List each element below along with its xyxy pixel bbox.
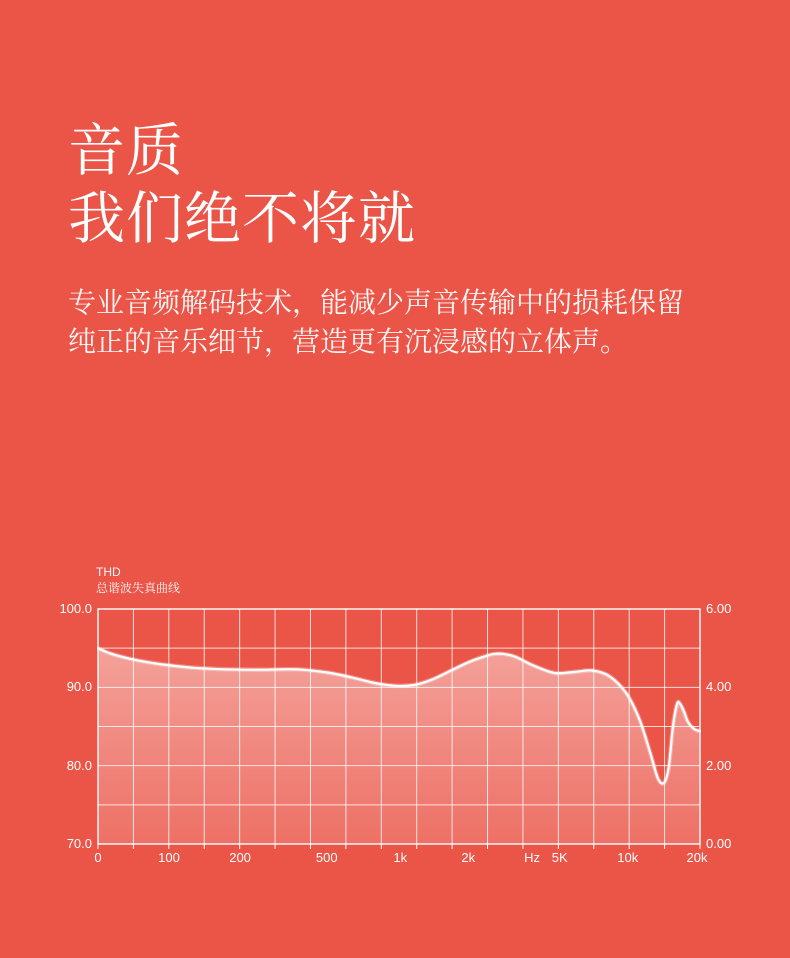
left-axis-tick-label: 80.0	[66, 757, 92, 773]
right-axis-tick-label: 4.00	[706, 679, 732, 695]
left-axis-tick-label: 70.0	[66, 836, 92, 851]
x-axis-tick-label: 20k	[686, 850, 708, 865]
right-axis-tick-label: 2.00	[706, 757, 732, 773]
x-axis-tick-label: 200	[229, 850, 251, 865]
chart-title: THD	[96, 565, 121, 579]
page-title-line2: 我们绝不将就	[68, 187, 416, 251]
page-description	[68, 283, 684, 361]
page-title	[68, 117, 416, 253]
x-axis-tick-label: 10k	[617, 850, 639, 865]
page-description-line1: 专业音频解码技术，能减少声音传输中的损耗保留	[68, 287, 685, 318]
chart-subtitle: 总谐波失真曲线	[96, 581, 181, 595]
right-axis-tick-label: 6.00	[706, 601, 732, 616]
x-axis-tick-label: 1k	[393, 850, 408, 865]
left-axis-tick-label: 90.0	[66, 679, 92, 695]
x-axis-tick-label: Hz	[524, 850, 540, 865]
right-axis-tick-label: 0.00	[706, 836, 732, 851]
thd-plot-area	[97, 608, 701, 852]
page-description-line2: 纯正的音乐细节，营造更有沉浸感的立体声。	[68, 326, 629, 357]
left-axis-tick-label: 100.0	[59, 601, 92, 616]
x-axis-tick-label: 0	[94, 850, 102, 865]
x-axis-tick-label: 5K	[551, 850, 568, 865]
chart-title-block	[96, 564, 180, 596]
x-axis-tick-label: 100	[158, 850, 180, 865]
page-title-line1: 音质	[68, 119, 184, 183]
x-axis-tick-label: 500	[315, 850, 338, 865]
x-axis-tick-label: 2k	[461, 850, 476, 865]
